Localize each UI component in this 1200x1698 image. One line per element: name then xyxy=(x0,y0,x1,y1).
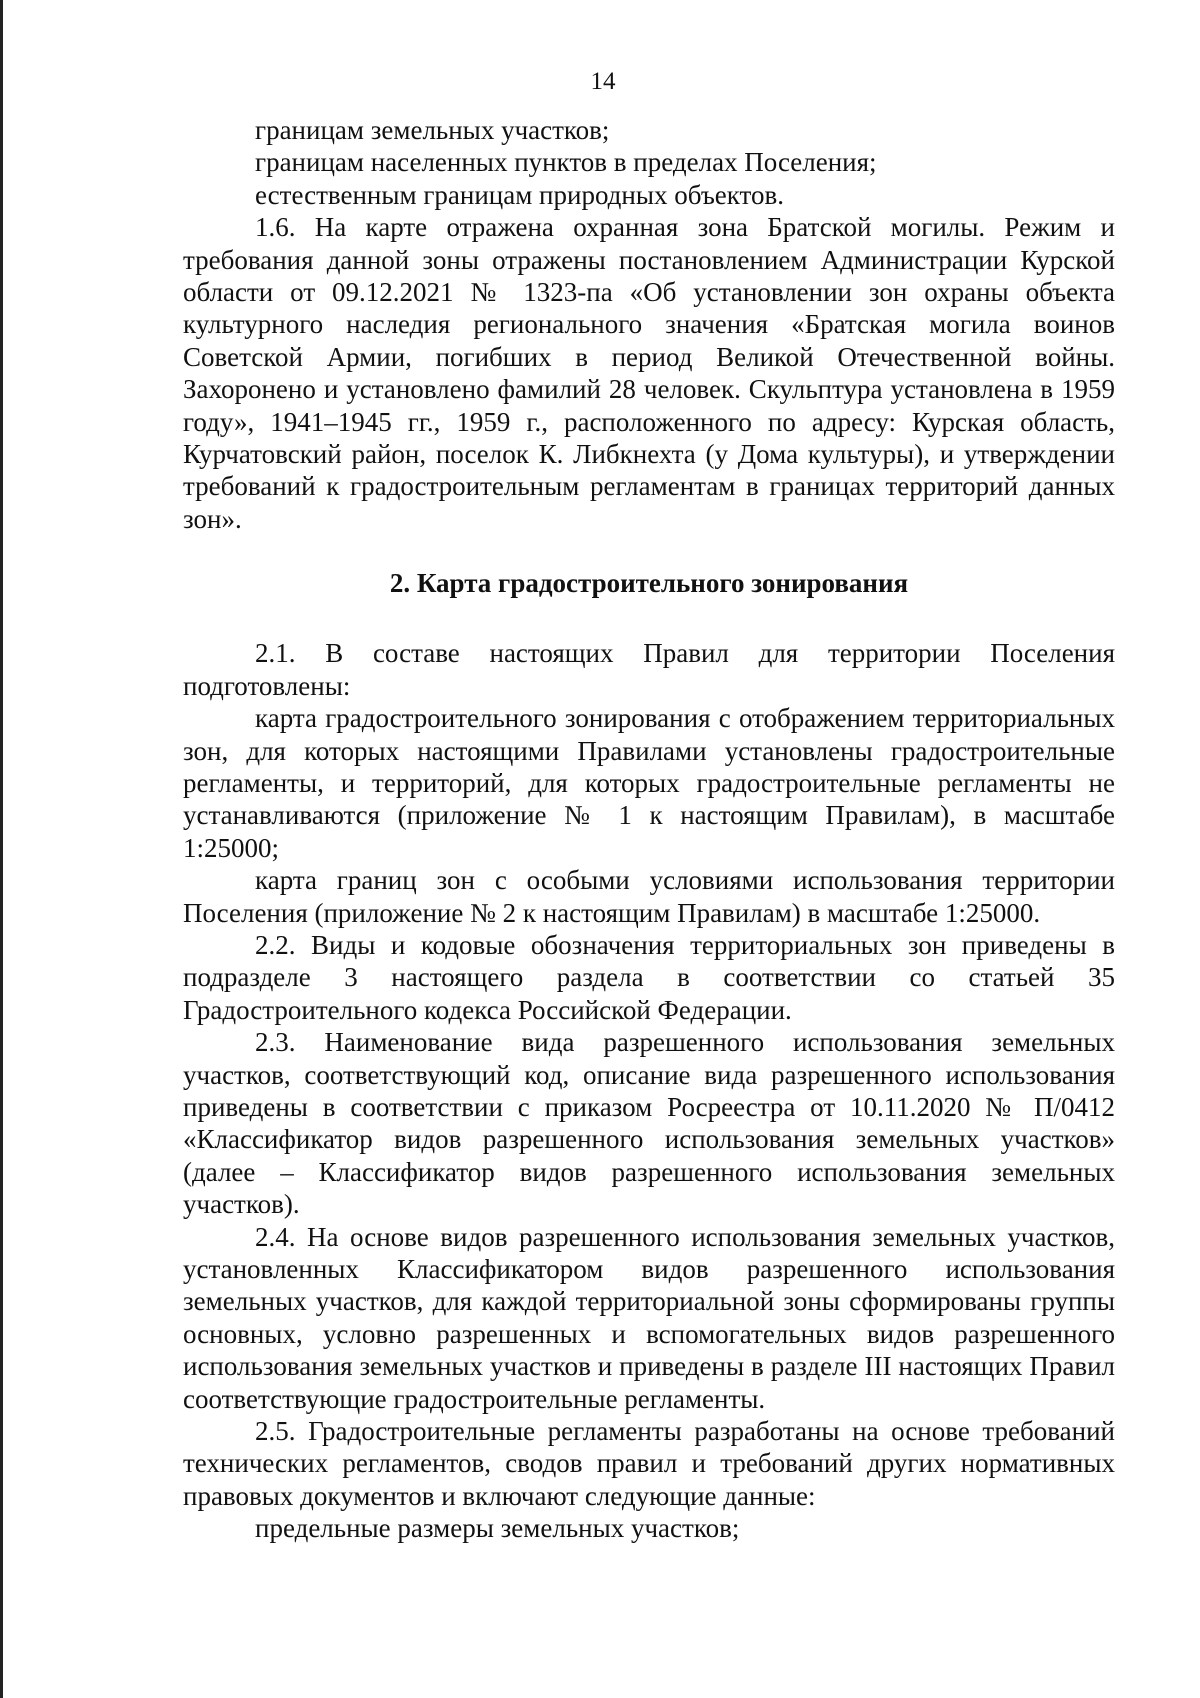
paragraph: 2.2. Виды и кодовые обозначения территориальных зон приведены в подразделе 3 настоящего раздела в соответствии со статьей 35 Градостроительного кодекса Российской Федерации. xyxy=(183,929,1115,1025)
paragraph: естественным границам природных объектов. xyxy=(255,179,784,210)
paragraph: карта градостроительного зонирования с отображением территориальных зон, для которых настоящими Правилами установлены градостроительные регламенты, и территорий, для которых градостроительные регламенты не устанавливаются (приложение № 1 к настоящим Правилам), в масштабе 1:25000; xyxy=(183,703,1115,863)
paragraph: 1.6. На карте отражена охранная зона Братской могилы. Режим и требования данной зоны отражены постановлением Администрации Курской области от 09.12.2021 № 1323-па «Об установлении зон охраны объекта культурного наследия регионального значения «Братская могила воинов Советской Армии, погибших в период Великой Отечественной войны. Захоронено и установлено фамилий 28 человек. Скульптура установлена в 1959 году», 1941–1945 гг., 1959 г., расположенного по адресу: Курская область, Курчатовский район, поселок К. Либкнехта (у Дома культуры), и утверждении требований к градостроительным регламентам в границах территорий данных зон». xyxy=(183,212,1115,534)
paragraph: предельные размеры земельных участков; xyxy=(255,1513,740,1544)
paragraph: 2.3. Наименование вида разрешенного использования земельных участков, соответствующий код, описание вида разрешенного использования приведены в соответствии с приказом Росреестра от 10.11.2020 № П/0412 «Классификатор видов разрешенного использования земельных участков» (далее – Классификатор видов разрешенного использования земельных участков). xyxy=(183,1027,1115,1220)
paragraph: 2.5. Градостроительные регламенты разработаны на основе требований технических регламентов, сводов правил и требований других нормативных правовых документов и включают следующие данные: xyxy=(183,1416,1115,1511)
section-heading: 2. Карта градостроительного зонирования xyxy=(389,568,909,599)
paragraph: 2.4. На основе видов разрешенного использования земельных участков, установленных Классификатором видов разрешенного использования земельных участков, для каждой территориальной зоны сформированы группы основных, условно разрешенных и вспомогательных видов разрешенного использования земельных участков и приведены в разделе III настоящих Правил соответствующие градостроительные регламенты. xyxy=(183,1221,1115,1414)
paragraph: границам земельных участков; xyxy=(255,115,610,145)
paragraph: карта границ зон с особыми условиями использования территории Поселения (приложение № 2 к настоящим Правилам) в масштабе 1:25000. xyxy=(183,865,1115,928)
paragraph: границам населенных пунктов в пределах Поселения; xyxy=(255,147,877,178)
page-number: 14 xyxy=(590,68,616,95)
paragraph: 2.1. В составе настоящих Правил для территории Поселения подготовлены: xyxy=(183,638,1115,701)
document-body xyxy=(183,114,1115,1545)
